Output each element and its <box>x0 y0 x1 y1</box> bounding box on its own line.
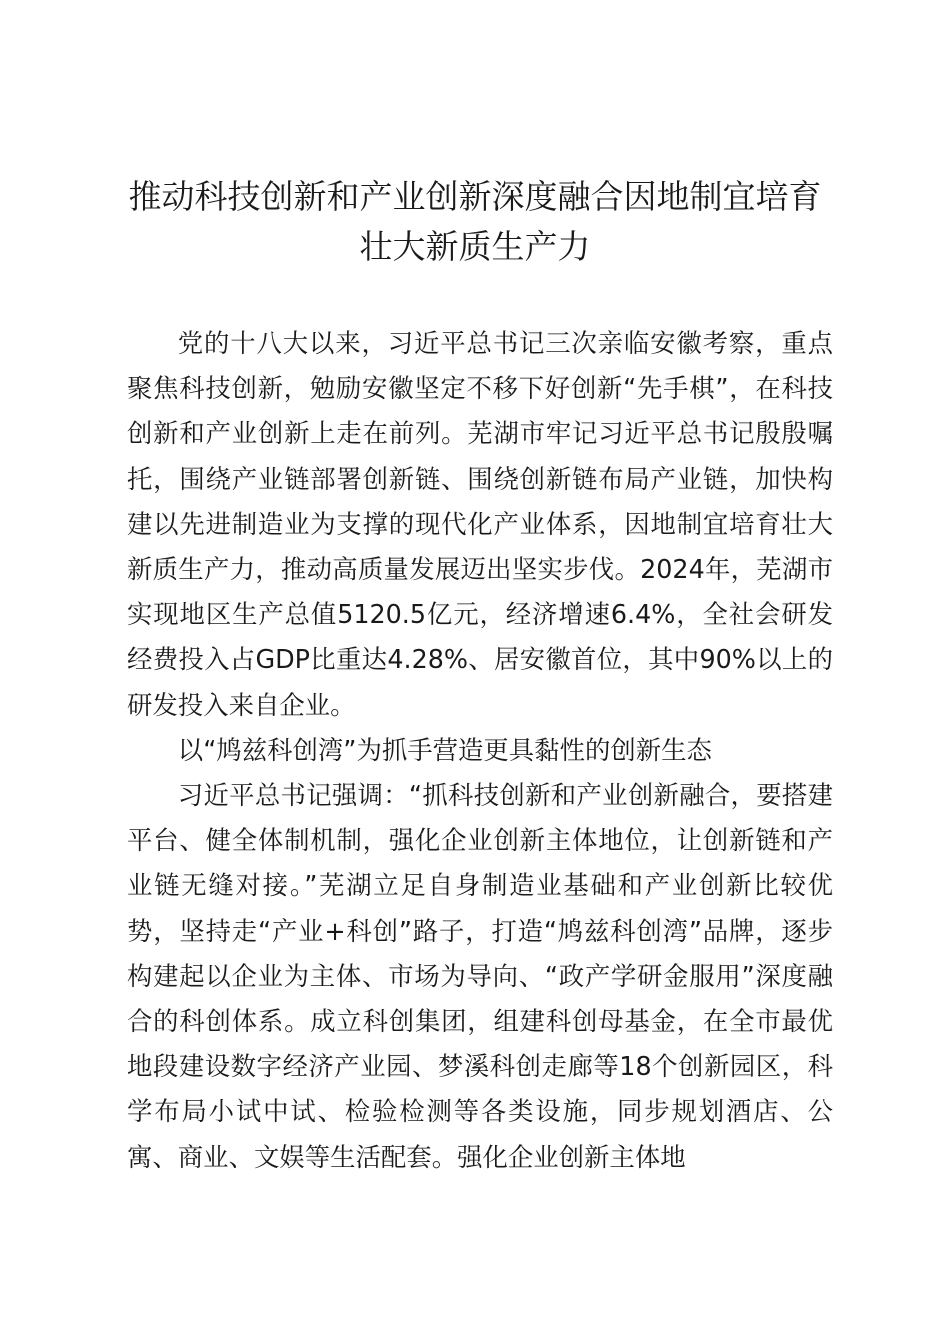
document-body <box>127 321 833 1180</box>
paragraph-section-body: 习近平总书记强调：“抓科技创新和产业创新融合，要搭建平台、健全体制机制，强化企业创新主体地位，让创新链和产业链无缝对接。”芜湖立足自身制造业基础和产业创新比较优势，坚持走“产业+科创”路子，打造“鸠兹科创湾”品牌，逐步构建起以企业为主体、市场为导向、“政产学研金服用”深度融合的科创体系。成立科创集团，组建科创母基金，在全市最优地段建设数字经济产业园、梦溪科创走廊等18个创新园区，科学布局小试中试、检验检测等各类设施，同步规划酒店、公寓、商业、文娱等生活配套。强化企业创新主体地 <box>127 780 833 1172</box>
section-heading: 以“鸠兹科创湾”为抓手营造更具黏性的创新生态 <box>177 734 712 765</box>
paragraph-intro: 党的十八大以来，习近平总书记三次亲临安徽考察，重点聚焦科技创新，勉励安徽坚定不移下好创新“先手棋”，在科技创新和产业创新上走在前列。芜湖市牢记习近平总书记殷殷嘱托，围绕产业链部署创新链、围绕创新链布局产业链，加快构建以先进制造业为支撑的现代化产业体系，因地制宜培育壮大新质生产力，推动高质量发展迈出坚实步伐。2024年，芜湖市实现地区生产总值5120.5亿元，经济增速6.4%，全社会研发经费投入占GDP比重达4.28%、居安徽首位，其中90%以上的研发投入来自企业。 <box>127 328 833 720</box>
document-title: 推动科技创新和产业创新深度融合因地制宜培育壮大新质生产力 <box>128 177 822 266</box>
